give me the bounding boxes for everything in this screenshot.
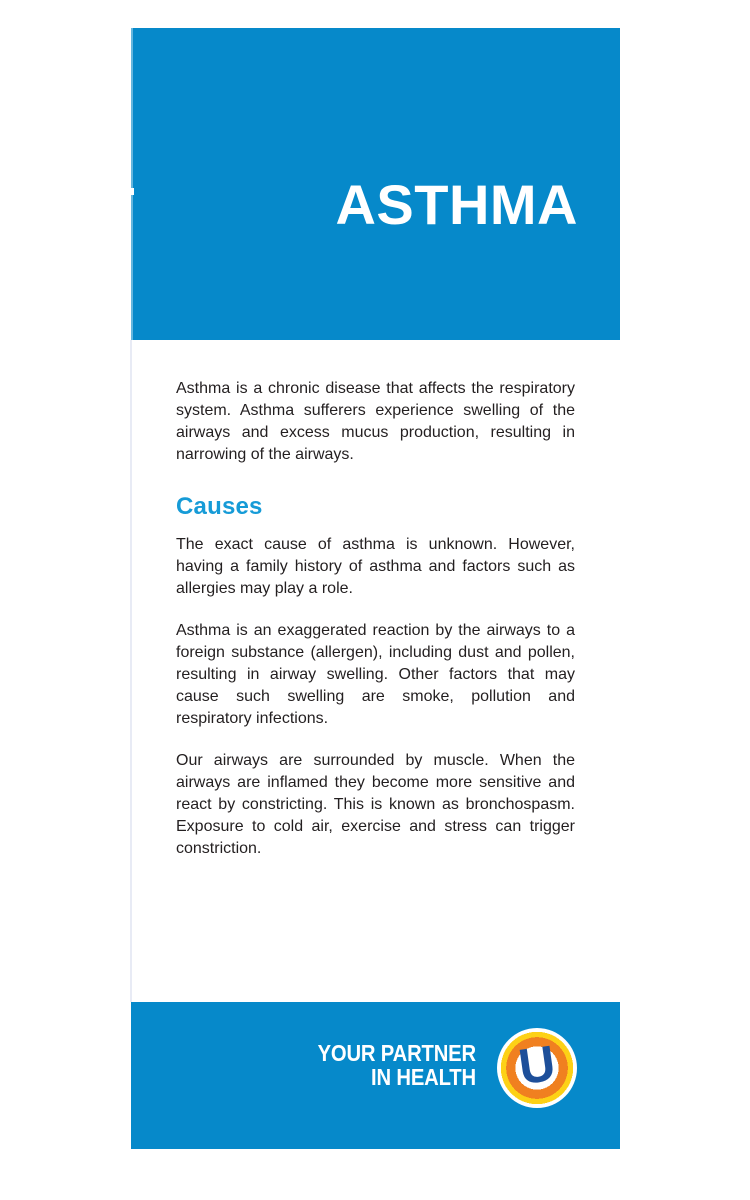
leaflet-body (131, 340, 620, 880)
tagline (318, 1042, 476, 1089)
tagline-line-1: YOUR PARTNER (317, 1040, 476, 1066)
header-edge-notch (131, 188, 134, 195)
causes-paragraph-1: The exact cause of asthma is unknown. However, having a family history of asthma and factors such as allergies may play a role. (176, 536, 575, 597)
tagline-line-2: IN HEALTH (371, 1063, 476, 1090)
causes-paragraph-3: Our airways are surrounded by muscle. When the airways are inflamed they become more sensitive and react by constricting. This is known as bronchospasm. Exposure to cold air, exercise and stress can trigger constriction. (176, 752, 575, 857)
intro-paragraph: Asthma is a chronic disease that affects the respiratory system. Asthma sufferers experience swelling of the airways and excess mucus production, resulting in narrowing of the airways. (176, 380, 575, 463)
leaflet-footer (131, 1002, 620, 1149)
header-edge-highlight (131, 28, 133, 340)
causes-paragraph-2: Asthma is an exaggerated reaction by the airways to a foreign substance (allergen), including dust and pollen, resulting in airway swelling. Other factors that may cause such swelling are smoke, pollution and respiratory infections. (176, 622, 575, 727)
pharmacy-logo (497, 1028, 577, 1108)
section-heading-causes: Causes (176, 493, 263, 520)
leaflet-title: ASTHMA (335, 173, 578, 236)
logo-u-letter: U (515, 1034, 559, 1096)
leaflet-header (131, 28, 620, 340)
